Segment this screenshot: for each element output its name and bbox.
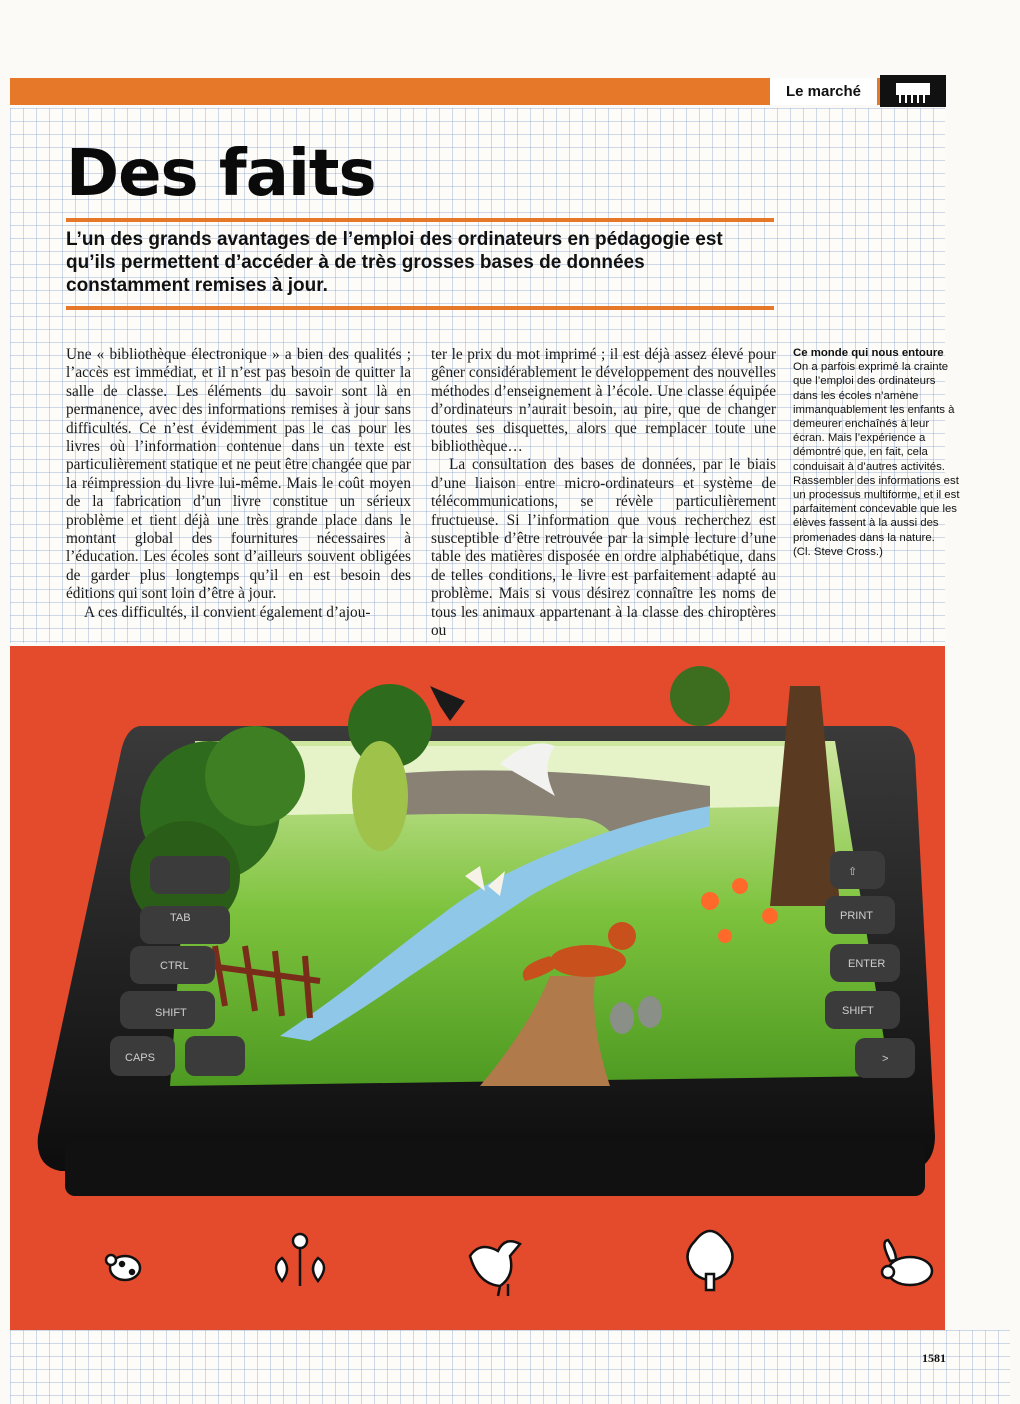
flower-icon [276,1234,324,1286]
lead-paragraph: L’un des grands avantages de l’emploi des ordinateurs en pédagogie est qu’ils permettent d’accéder à de très grosses bases de données constamment remises à jour. [66,229,723,296]
key-shift-right: SHIFT [842,1005,874,1017]
body-column-1 [66,346,411,622]
key-arrow: > [882,1053,889,1065]
key-enter: ENTER [848,958,886,970]
grid-background-bottom [10,1330,1010,1404]
caption-body: On a parfois exprimé la crainte que l’emploi des ordinateurs dans les écoles n’amène immanquablement les enfants à demeurer enchaînés à leur écran. Mais l’expérience a démontré que, en fait, cela conduisait à d’autres activités. Rassembler des informations est un processus multiforme, et il est parfaitement concevable que les élèves fassent à la aussi des promenades dans la nature. [793,361,960,544]
body-paragraph: La consultation des bases de données, par le biais d’une liaison entre micro-ordinateurs et système de télécommunications, se révèle particulièrement fructueuse. Si l’information que vous recherchez est susceptible d’être retrouvée par la simple lecture d’une table des matières disposée en ordre alphabétique, dans de telles conditions, le livre est parfaitement adapté au problème. Mais si vous désirez connaître les noms de tous les animaux appartenant à la classe des chiroptères ou [431,456,776,640]
key-shift-left: SHIFT [155,1007,187,1019]
willow-tree [352,741,408,851]
page-title: Des faits [66,137,376,211]
caption-credit: (Cl. Steve Cross.) [793,545,883,558]
ladybird-icon [106,1255,140,1280]
key-caps: CAPS [125,1052,155,1064]
section-label: Le marché [770,78,877,105]
sidebar-caption [793,346,963,559]
key-tab: TAB [170,912,191,924]
rabbit [610,1002,634,1034]
tree-icon [688,1231,733,1290]
body-paragraph: Une « bibliothèque électronique » a bien des qualités ; l’accès est immédiat, et il n’est pas besoin de quitter la salle de classe. Les éléments du savoir sont là en permanence, avec des informations remises à jour sans difficultés. Ce n’est évidemment pas le cas pour les livres où l’information contenue dans un texte est particulièrement statique et ne peut être changée que par la réimpression du livre lui-même. Mais le coût moyen de la fabrication d’un livre constitue un sérieux problème et tient déjà une très grande place dans le montant global des fournitures nécessaires à l’éducation. Les écoles sont d’ailleurs souvent obligées de garder plus longtemps qu’il en est besoin des éditions qui sont loin d’être à jour. [66,346,411,603]
microchip-icon [880,75,946,107]
body-paragraph: ter le prix du mot imprimé ; il est déjà assez élevé pour gêner considérablement le développement des nouvelles méthodes d’enseignement à l’école. Une classe équipée d’ordinateurs n’aurait besoin, au pire, que de changer toutes ses disquettes, alors que remplacer toute une bibliothèque… [431,346,776,456]
dead-tree [770,686,840,906]
rabbit-icon [882,1240,932,1285]
body-column-2 [431,346,776,641]
lead-rule [66,306,774,310]
keyboard-landscape-illustration [10,646,945,1330]
caption-title: Ce monde qui nous entoure [793,347,944,359]
key-print: PRINT [840,910,873,922]
swallow [430,686,465,721]
body-paragraph: A ces difficultés, il convient également d’ajou- [84,603,371,621]
bird-icon [470,1241,520,1296]
key-ctrl: CTRL [160,960,189,972]
computer-base [65,1141,925,1196]
page-number: 1581 [922,1351,946,1365]
key-up-arrow: ⇧ [848,866,858,878]
title-rule [66,218,774,222]
rabbit [638,996,662,1028]
